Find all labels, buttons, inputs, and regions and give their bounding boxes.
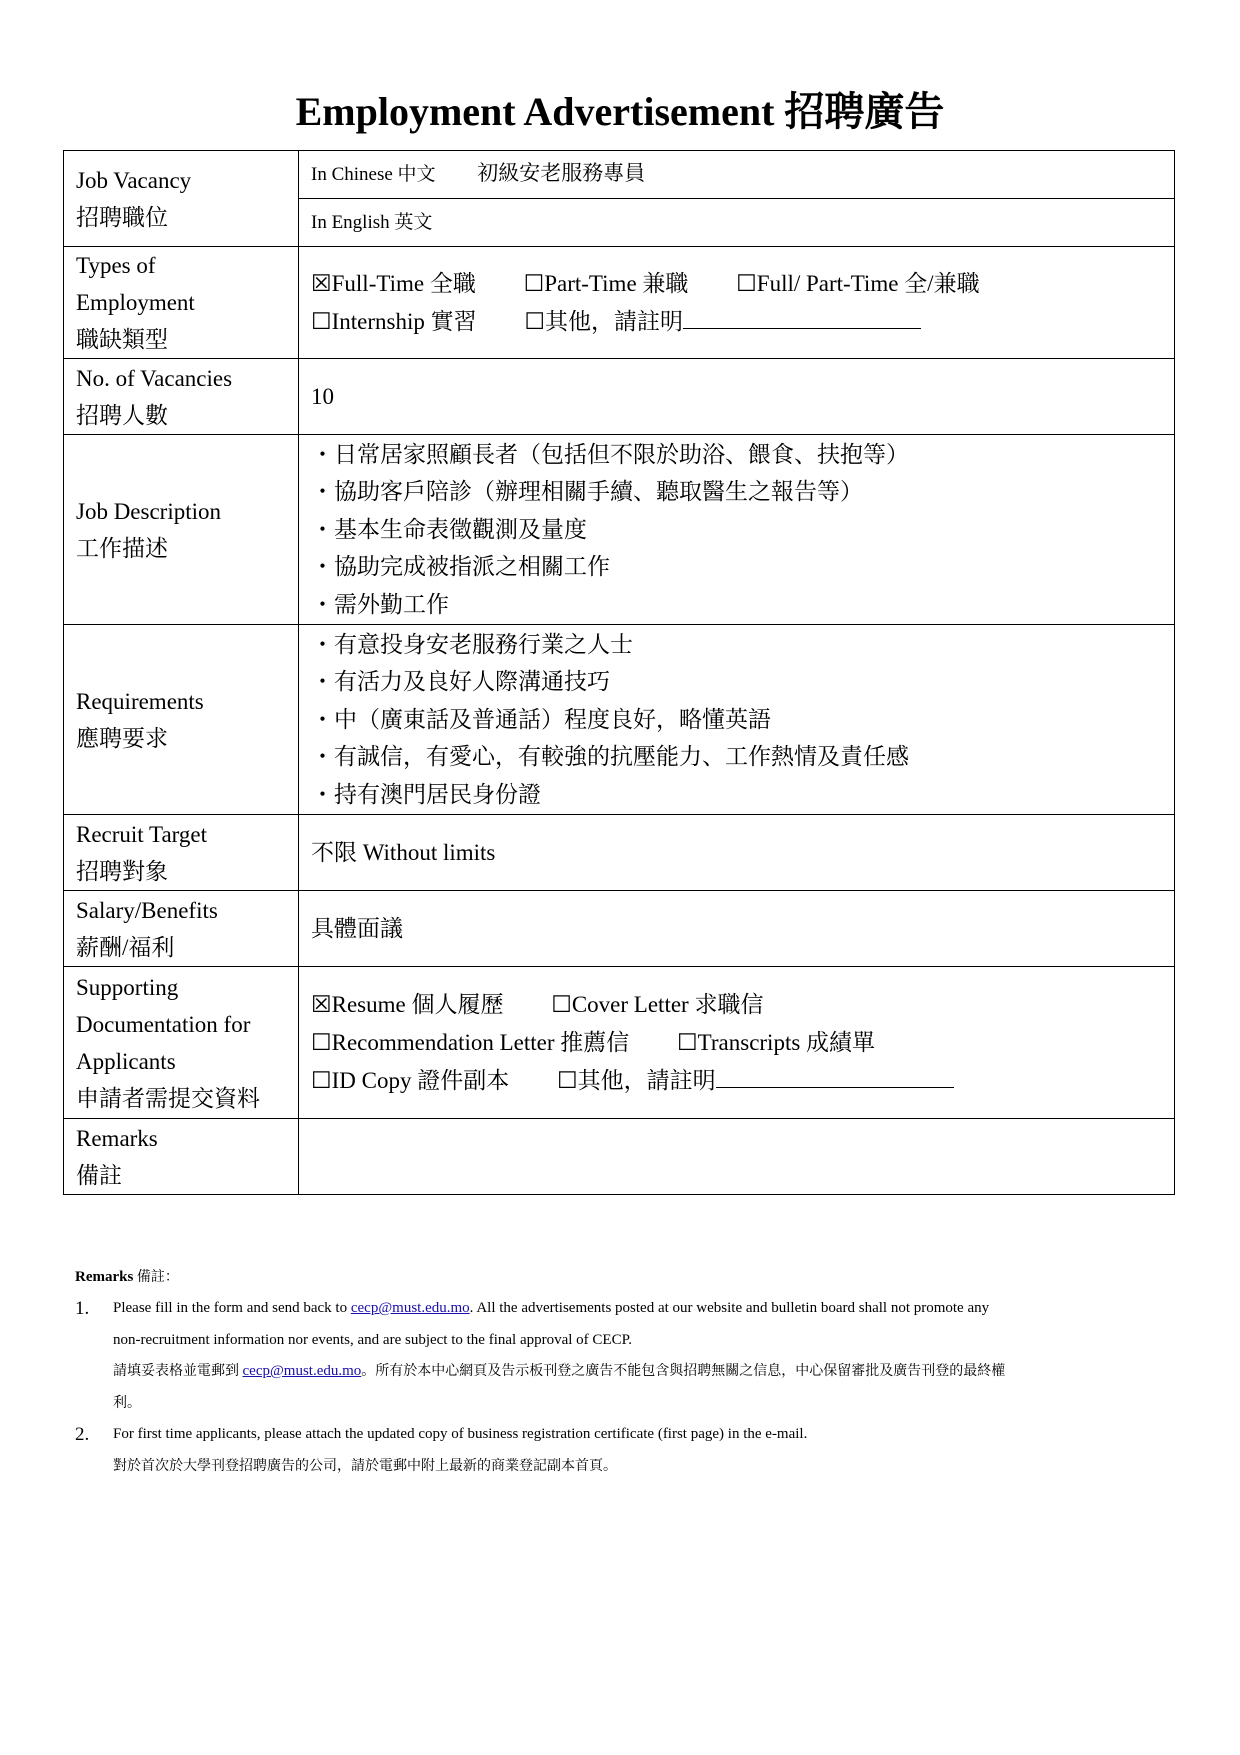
list-item: ・協助客戶陪診（辦理相關手續、聽取醫生之報告等） — [311, 479, 863, 505]
full-part-time-checkbox[interactable]: ☐Full/ Part-Time 全/兼職 — [736, 270, 980, 296]
id-copy-checkbox[interactable]: ☐ID Copy 證件副本 — [311, 1067, 510, 1093]
list-item: ・需外勤工作 — [311, 591, 449, 617]
job-description-label: Job Description 工作描述 — [64, 435, 299, 625]
list-item: ・協助完成被指派之相關工作 — [311, 554, 610, 580]
remark-item-1: 1. Please fill in the form and send back to cecp@must.edu.mo. All the advertisements posted at our website and bulletin board shall not promote any non-recruitment information nor events, and are subject to the final approval of CECP. 請填妥表格並電郵到 cecp@must.edu.mo。所有於本中心網頁及告示板刊登之廣告不能包含與招聘無關之信息，中心保留審批及廣告刊登的最終權 利。 — [75, 1298, 1006, 1411]
email-link[interactable]: cecp@must.edu.mo — [242, 1363, 362, 1379]
other-type-checkbox[interactable]: ☐其他，請註明 — [524, 308, 684, 334]
other-document-checkbox[interactable]: ☐其他，請註明 — [556, 1067, 716, 1093]
page-title: Employment Advertisement 招聘廣告 — [295, 89, 945, 134]
internship-checkbox[interactable]: ☐Internship 實習 — [311, 308, 477, 334]
remarks-value[interactable] — [299, 1119, 1175, 1195]
part-time-checkbox[interactable]: ☐Part-Time 兼職 — [523, 270, 689, 296]
other-document-blank[interactable] — [716, 1067, 954, 1088]
documents-label: Supporting Documentation for Applicants 申請者需提交資料 — [64, 967, 299, 1119]
remark-item-2: 2. For first time applicants, please attach the updated copy of business registration certificate (first page) in the e-mail. 對於首次於大學刊登招聘廣告的公司，請於電郵中附上最新的商業登記副本首頁。 — [75, 1424, 808, 1474]
list-item: ・日常居家照顧長者（包括但不限於助浴、餵食、扶抱等） — [311, 441, 909, 467]
cover-letter-checkbox[interactable]: ☐Cover Letter 求職信 — [551, 991, 764, 1017]
remarks-label: Remarks 備註 — [64, 1119, 299, 1195]
employment-type-label: Types of Employment 職缺類型 — [64, 247, 299, 359]
job-vacancy-english-cell[interactable] — [299, 199, 1175, 247]
email-link[interactable]: cecp@must.edu.mo — [350, 1300, 470, 1316]
salary-value[interactable]: 具體面議 — [299, 891, 1175, 967]
list-item: ・中（廣東話及普通話）程度良好，略懂英語 — [311, 706, 771, 732]
list-item: ・有誠信，有愛心，有較強的抗壓能力、工作熱情及責任感 — [311, 744, 909, 770]
vacancies-label: No. of Vacancies 招聘人數 — [64, 359, 299, 435]
other-type-blank[interactable] — [683, 308, 921, 329]
remarks-heading: Remarks 備註： — [75, 1269, 179, 1285]
chinese-title-value: 初級安老服務專員 — [477, 160, 646, 185]
full-time-checkbox[interactable]: ☒Full-Time 全職 — [311, 270, 476, 296]
english-label: In English 英文 — [311, 211, 433, 233]
recruit-target-value[interactable]: 不限 Without limits — [299, 815, 1175, 891]
list-item: ・基本生命表徵觀測及量度 — [311, 516, 587, 542]
job-vacancy-chinese-cell[interactable] — [299, 151, 1175, 199]
list-item: ・有意投身安老服務行業之人士 — [311, 631, 633, 657]
job-ad-form — [63, 150, 1175, 1195]
transcripts-checkbox[interactable]: ☐Transcripts 成績單 — [677, 1029, 876, 1055]
documents-options — [299, 967, 1175, 1119]
requirements-list[interactable] — [299, 625, 1175, 815]
employment-type-options — [299, 247, 1175, 359]
list-item: ・有活力及良好人際溝通技巧 — [311, 669, 610, 695]
chinese-label: In Chinese 中文 — [311, 163, 436, 185]
footer-remarks — [75, 1262, 1175, 1482]
vacancies-value[interactable]: 10 — [299, 359, 1175, 435]
salary-label: Salary/Benefits 薪酬/福利 — [64, 891, 299, 967]
requirements-label: Requirements 應聘要求 — [64, 625, 299, 815]
recruit-target-label: Recruit Target 招聘對象 — [64, 815, 299, 891]
recommendation-letter-checkbox[interactable]: ☐Recommendation Letter 推薦信 — [311, 1029, 630, 1055]
job-description-list[interactable] — [299, 435, 1175, 625]
list-item: ・持有澳門居民身份證 — [311, 781, 541, 807]
job-vacancy-label: Job Vacancy 招聘職位 — [64, 151, 299, 247]
resume-checkbox[interactable]: ☒Resume 個人履歷 — [311, 991, 504, 1017]
